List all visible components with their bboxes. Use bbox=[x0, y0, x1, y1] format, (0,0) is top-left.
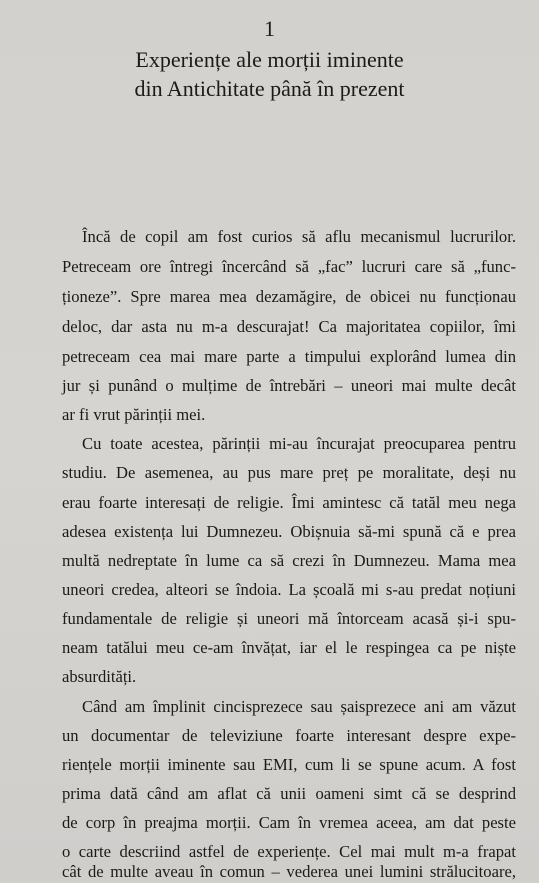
body-line: Încă de copil am fost curios să aflu mecanismul lucrurilor. bbox=[82, 227, 516, 246]
body-line: de corp în preajma morții. Cam în vremea aceea, am dat peste bbox=[62, 813, 516, 832]
body-line: multă nedreptate în lume ca să crezi în Dumnezeu. Mama mea bbox=[62, 551, 516, 570]
body-line: ar fi vrut părinții mei. bbox=[62, 405, 206, 424]
chapter-number: 1 bbox=[264, 16, 275, 41]
chapter-title-line-2: din Antichitate până în prezent bbox=[134, 76, 405, 101]
body-line: Petreceam ore întregi încercând să „fac” lucruri care să „func- bbox=[62, 257, 516, 276]
body-line: ționeze”. Spre marea mea dezamăgire, de obicei nu funcționau bbox=[62, 287, 516, 306]
body-line: studiu. De asemenea, au pus mare preț pe moralitate, deși nu bbox=[62, 463, 516, 482]
body-line: riențele morții iminente sau EMI, cum li se spune acum. A fost bbox=[62, 755, 516, 774]
body-line: adesea existența lui Dumnezeu. Obișnuia să-mi spună că e prea bbox=[62, 522, 516, 541]
body-line: un documentar de televiziune foarte interesant despre expe- bbox=[62, 726, 516, 745]
body-line: neam tatălui meu ce-am învățat, iar el le respingea ca pe niște bbox=[62, 638, 516, 657]
body-line: Cu toate acestea, părinții mi-au încurajat preocuparea pentru bbox=[82, 434, 516, 453]
body-line: cât de multe aveau în comun – vederea unei lumini strălucitoare, bbox=[62, 862, 516, 881]
body-line: fundamentale de religie și uneori mă întorceam acasă și-i spu- bbox=[62, 609, 516, 628]
body-line: jur și punând o mulțime de întrebări – uneori mai multe decât bbox=[62, 376, 516, 395]
body-line: erau foarte interesați de religie. Îmi amintesc că tatăl meu nega bbox=[62, 493, 516, 512]
body-line: uneori credea, alteori se îndoia. La școală mi s-au predat noțiuni bbox=[62, 580, 516, 599]
body-line: Când am împlinit cincisprezece sau șaisprezece ani am văzut bbox=[82, 697, 516, 716]
body-line: absurdități. bbox=[62, 667, 137, 686]
chapter-title-line-1: Experiențe ale morții iminente bbox=[135, 47, 404, 72]
body-line: petreceam cea mai mare parte a timpului explorând lumea din bbox=[62, 347, 516, 366]
body-line: o carte descriind astfel de experiențe. Cel mai mult m-a frapat bbox=[62, 842, 516, 861]
body-line: deloc, dar asta nu m-a descurajat! Ca majoritatea copiilor, îmi bbox=[62, 317, 516, 336]
body-line: prima dată când am aflat că unii oameni simt că se desprind bbox=[62, 784, 516, 803]
